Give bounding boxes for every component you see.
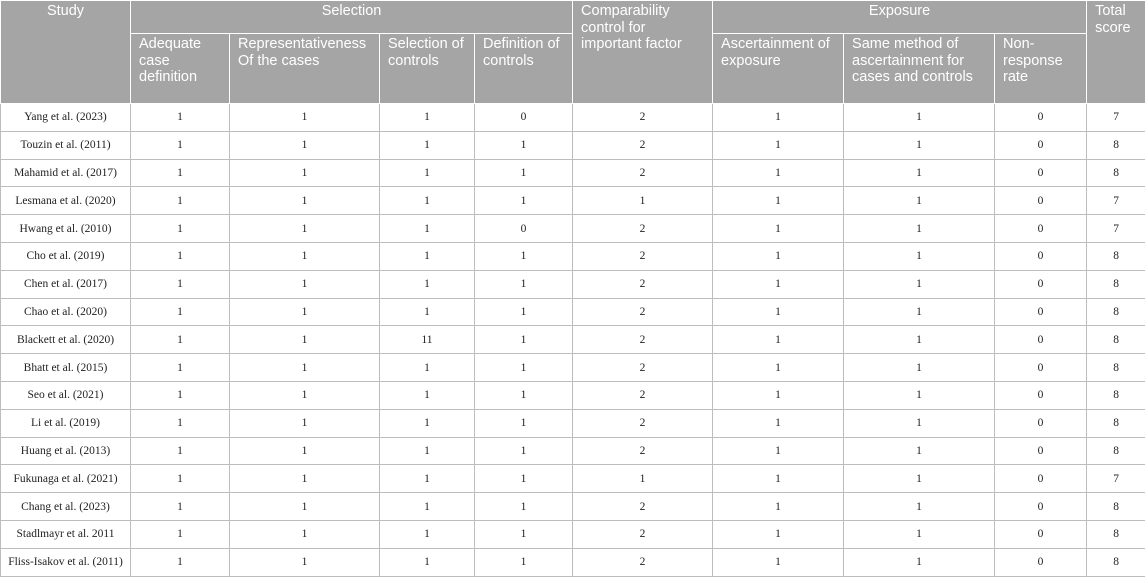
- same-method-cell: 1: [844, 298, 995, 326]
- ascertainment-of-exposure-cell: 1: [713, 215, 844, 243]
- representativeness-cell: 1: [230, 381, 380, 409]
- study-cell: Seo et al. (2021): [1, 381, 131, 409]
- adequate-case-definition-cell: 1: [131, 215, 230, 243]
- same-method-cell: 1: [844, 242, 995, 270]
- definition-of-controls-cell: 1: [475, 131, 573, 159]
- representativeness-cell: 1: [230, 409, 380, 437]
- total-score-cell: 8: [1087, 354, 1145, 382]
- non-response-rate-cell: 0: [995, 270, 1087, 298]
- header-definition-of-controls: Definition of controls: [475, 34, 573, 104]
- definition-of-controls-cell: 1: [475, 242, 573, 270]
- header-adequate-case-definition: Adequate case definition: [131, 34, 230, 104]
- definition-of-controls-cell: 1: [475, 159, 573, 187]
- comparability-cell: 2: [573, 215, 713, 243]
- definition-of-controls-cell: 1: [475, 298, 573, 326]
- representativeness-cell: 1: [230, 520, 380, 548]
- non-response-rate-cell: 0: [995, 409, 1087, 437]
- non-response-rate-cell: 0: [995, 242, 1087, 270]
- adequate-case-definition-cell: 1: [131, 520, 230, 548]
- definition-of-controls-cell: 1: [475, 520, 573, 548]
- non-response-rate-cell: 0: [995, 326, 1087, 354]
- ascertainment-of-exposure-cell: 1: [713, 354, 844, 382]
- table-row: [1, 381, 1145, 409]
- comparability-cell: 2: [573, 354, 713, 382]
- selection-of-controls-cell: 1: [380, 493, 475, 521]
- same-method-cell: 1: [844, 326, 995, 354]
- ascertainment-of-exposure-cell: 1: [713, 548, 844, 576]
- same-method-cell: 1: [844, 104, 995, 132]
- same-method-cell: 1: [844, 381, 995, 409]
- header-non-response-rate: Non-response rate: [995, 34, 1087, 104]
- ascertainment-of-exposure-cell: 1: [713, 409, 844, 437]
- study-cell: Li et al. (2019): [1, 409, 131, 437]
- selection-of-controls-cell: 1: [380, 131, 475, 159]
- selection-of-controls-cell: 11: [380, 326, 475, 354]
- selection-of-controls-cell: 1: [380, 104, 475, 132]
- non-response-rate-cell: 0: [995, 104, 1087, 132]
- representativeness-cell: 1: [230, 354, 380, 382]
- comparability-cell: 1: [573, 187, 713, 215]
- definition-of-controls-cell: 1: [475, 437, 573, 465]
- adequate-case-definition-cell: 1: [131, 104, 230, 132]
- same-method-cell: 1: [844, 520, 995, 548]
- definition-of-controls-cell: 1: [475, 270, 573, 298]
- non-response-rate-cell: 0: [995, 131, 1087, 159]
- ascertainment-of-exposure-cell: 1: [713, 159, 844, 187]
- total-score-cell: 8: [1087, 381, 1145, 409]
- table-row: [1, 520, 1145, 548]
- comparability-cell: 2: [573, 159, 713, 187]
- selection-of-controls-cell: 1: [380, 548, 475, 576]
- ascertainment-of-exposure-cell: 1: [713, 493, 844, 521]
- header-selection: Selection: [131, 1, 573, 34]
- study-cell: Chao et al. (2020): [1, 298, 131, 326]
- table-body: [1, 104, 1145, 577]
- non-response-rate-cell: 0: [995, 381, 1087, 409]
- selection-of-controls-cell: 1: [380, 465, 475, 493]
- same-method-cell: 1: [844, 354, 995, 382]
- header-exposure: Exposure: [713, 1, 1087, 34]
- definition-of-controls-cell: 1: [475, 354, 573, 382]
- table-row: [1, 131, 1145, 159]
- ascertainment-of-exposure-cell: 1: [713, 104, 844, 132]
- total-score-cell: 8: [1087, 548, 1145, 576]
- study-cell: Mahamid et al. (2017): [1, 159, 131, 187]
- total-score-cell: 8: [1087, 493, 1145, 521]
- selection-of-controls-cell: 1: [380, 187, 475, 215]
- same-method-cell: 1: [844, 437, 995, 465]
- same-method-cell: 1: [844, 270, 995, 298]
- definition-of-controls-cell: 1: [475, 187, 573, 215]
- adequate-case-definition-cell: 1: [131, 465, 230, 493]
- comparability-cell: 1: [573, 465, 713, 493]
- adequate-case-definition-cell: 1: [131, 131, 230, 159]
- study-cell: Hwang et al. (2010): [1, 215, 131, 243]
- total-score-cell: 7: [1087, 104, 1145, 132]
- selection-of-controls-cell: 1: [380, 381, 475, 409]
- adequate-case-definition-cell: 1: [131, 159, 230, 187]
- adequate-case-definition-cell: 1: [131, 242, 230, 270]
- non-response-rate-cell: 0: [995, 215, 1087, 243]
- same-method-cell: 1: [844, 548, 995, 576]
- representativeness-cell: 1: [230, 159, 380, 187]
- non-response-rate-cell: 0: [995, 437, 1087, 465]
- ascertainment-of-exposure-cell: 1: [713, 437, 844, 465]
- same-method-cell: 1: [844, 465, 995, 493]
- table-row: [1, 548, 1145, 576]
- table-row: [1, 326, 1145, 354]
- ascertainment-of-exposure-cell: 1: [713, 131, 844, 159]
- adequate-case-definition-cell: 1: [131, 381, 230, 409]
- adequate-case-definition-cell: 1: [131, 409, 230, 437]
- table-row: [1, 215, 1145, 243]
- ascertainment-of-exposure-cell: 1: [713, 465, 844, 493]
- non-response-rate-cell: 0: [995, 493, 1087, 521]
- representativeness-cell: 1: [230, 437, 380, 465]
- adequate-case-definition-cell: 1: [131, 298, 230, 326]
- definition-of-controls-cell: 1: [475, 548, 573, 576]
- comparability-cell: 2: [573, 298, 713, 326]
- ascertainment-of-exposure-cell: 1: [713, 520, 844, 548]
- total-score-cell: 8: [1087, 409, 1145, 437]
- table-row: [1, 159, 1145, 187]
- definition-of-controls-cell: 1: [475, 493, 573, 521]
- total-score-cell: 8: [1087, 159, 1145, 187]
- selection-of-controls-cell: 1: [380, 409, 475, 437]
- non-response-rate-cell: 0: [995, 187, 1087, 215]
- total-score-cell: 8: [1087, 437, 1145, 465]
- header-study: Study: [1, 1, 131, 104]
- representativeness-cell: 1: [230, 215, 380, 243]
- study-cell: Chang et al. (2023): [1, 493, 131, 521]
- non-response-rate-cell: 0: [995, 520, 1087, 548]
- study-cell: Lesmana et al. (2020): [1, 187, 131, 215]
- adequate-case-definition-cell: 1: [131, 187, 230, 215]
- comparability-cell: 2: [573, 493, 713, 521]
- representativeness-cell: 1: [230, 270, 380, 298]
- representativeness-cell: 1: [230, 326, 380, 354]
- ascertainment-of-exposure-cell: 1: [713, 381, 844, 409]
- adequate-case-definition-cell: 1: [131, 437, 230, 465]
- study-cell: Huang et al. (2013): [1, 437, 131, 465]
- table-row: [1, 493, 1145, 521]
- table-row: [1, 270, 1145, 298]
- total-score-cell: 8: [1087, 131, 1145, 159]
- study-cell: Fliss-Isakov et al. (2011): [1, 548, 131, 576]
- comparability-cell: 2: [573, 242, 713, 270]
- selection-of-controls-cell: 1: [380, 298, 475, 326]
- total-score-cell: 7: [1087, 187, 1145, 215]
- comparability-cell: 2: [573, 409, 713, 437]
- comparability-cell: 2: [573, 437, 713, 465]
- ascertainment-of-exposure-cell: 1: [713, 270, 844, 298]
- table-row: [1, 298, 1145, 326]
- total-score-cell: 8: [1087, 270, 1145, 298]
- header-representativeness: Representativeness Of the cases: [230, 34, 380, 104]
- same-method-cell: 1: [844, 131, 995, 159]
- representativeness-cell: 1: [230, 187, 380, 215]
- selection-of-controls-cell: 1: [380, 437, 475, 465]
- representativeness-cell: 1: [230, 493, 380, 521]
- total-score-cell: 8: [1087, 298, 1145, 326]
- study-cell: Fukunaga et al. (2021): [1, 465, 131, 493]
- non-response-rate-cell: 0: [995, 298, 1087, 326]
- selection-of-controls-cell: 1: [380, 354, 475, 382]
- study-cell: Stadlmayr et al. 2011: [1, 520, 131, 548]
- adequate-case-definition-cell: 1: [131, 548, 230, 576]
- non-response-rate-cell: 0: [995, 159, 1087, 187]
- selection-of-controls-cell: 1: [380, 215, 475, 243]
- table-row: [1, 409, 1145, 437]
- representativeness-cell: 1: [230, 104, 380, 132]
- comparability-cell: 2: [573, 270, 713, 298]
- representativeness-cell: 1: [230, 465, 380, 493]
- ascertainment-of-exposure-cell: 1: [713, 326, 844, 354]
- selection-of-controls-cell: 1: [380, 270, 475, 298]
- adequate-case-definition-cell: 1: [131, 326, 230, 354]
- study-cell: Chen et al. (2017): [1, 270, 131, 298]
- comparability-cell: 2: [573, 326, 713, 354]
- definition-of-controls-cell: 1: [475, 381, 573, 409]
- definition-of-controls-cell: 1: [475, 409, 573, 437]
- ascertainment-of-exposure-cell: 1: [713, 187, 844, 215]
- same-method-cell: 1: [844, 187, 995, 215]
- header-ascertainment-of-exposure: Ascertainment of exposure: [713, 34, 844, 104]
- definition-of-controls-cell: 1: [475, 465, 573, 493]
- ascertainment-of-exposure-cell: 1: [713, 242, 844, 270]
- selection-of-controls-cell: 1: [380, 159, 475, 187]
- table-row: [1, 104, 1145, 132]
- comparability-cell: 2: [573, 548, 713, 576]
- study-cell: Cho et al. (2019): [1, 242, 131, 270]
- representativeness-cell: 1: [230, 548, 380, 576]
- study-cell: Yang et al. (2023): [1, 104, 131, 132]
- same-method-cell: 1: [844, 409, 995, 437]
- study-cell: Touzin et al. (2011): [1, 131, 131, 159]
- definition-of-controls-cell: 0: [475, 104, 573, 132]
- table-row: [1, 242, 1145, 270]
- selection-of-controls-cell: 1: [380, 520, 475, 548]
- same-method-cell: 1: [844, 493, 995, 521]
- study-cell: Blackett et al. (2020): [1, 326, 131, 354]
- same-method-cell: 1: [844, 215, 995, 243]
- header-selection-of-controls: Selection of controls: [380, 34, 475, 104]
- comparability-cell: 2: [573, 104, 713, 132]
- ascertainment-of-exposure-cell: 1: [713, 298, 844, 326]
- total-score-cell: 8: [1087, 520, 1145, 548]
- representativeness-cell: 1: [230, 131, 380, 159]
- adequate-case-definition-cell: 1: [131, 354, 230, 382]
- comparability-cell: 2: [573, 131, 713, 159]
- same-method-cell: 1: [844, 159, 995, 187]
- total-score-cell: 8: [1087, 242, 1145, 270]
- adequate-case-definition-cell: 1: [131, 270, 230, 298]
- table-row: [1, 187, 1145, 215]
- representativeness-cell: 1: [230, 298, 380, 326]
- comparability-cell: 2: [573, 520, 713, 548]
- total-score-cell: 8: [1087, 326, 1145, 354]
- non-response-rate-cell: 0: [995, 548, 1087, 576]
- comparability-cell: 2: [573, 381, 713, 409]
- selection-of-controls-cell: 1: [380, 242, 475, 270]
- header-total-score: Total score: [1087, 1, 1145, 104]
- non-response-rate-cell: 0: [995, 354, 1087, 382]
- study-cell: Bhatt et al. (2015): [1, 354, 131, 382]
- table-row: [1, 354, 1145, 382]
- table-header: [1, 1, 1145, 104]
- definition-of-controls-cell: 0: [475, 215, 573, 243]
- header-comparability: Comparability control for important factor: [573, 1, 713, 104]
- adequate-case-definition-cell: 1: [131, 493, 230, 521]
- header-same-method: Same method of ascertainment for cases and controls: [844, 34, 995, 104]
- representativeness-cell: 1: [230, 242, 380, 270]
- non-response-rate-cell: 0: [995, 465, 1087, 493]
- table-row: [1, 465, 1145, 493]
- table-row: [1, 437, 1145, 465]
- total-score-cell: 7: [1087, 465, 1145, 493]
- definition-of-controls-cell: 1: [475, 326, 573, 354]
- total-score-cell: 7: [1087, 215, 1145, 243]
